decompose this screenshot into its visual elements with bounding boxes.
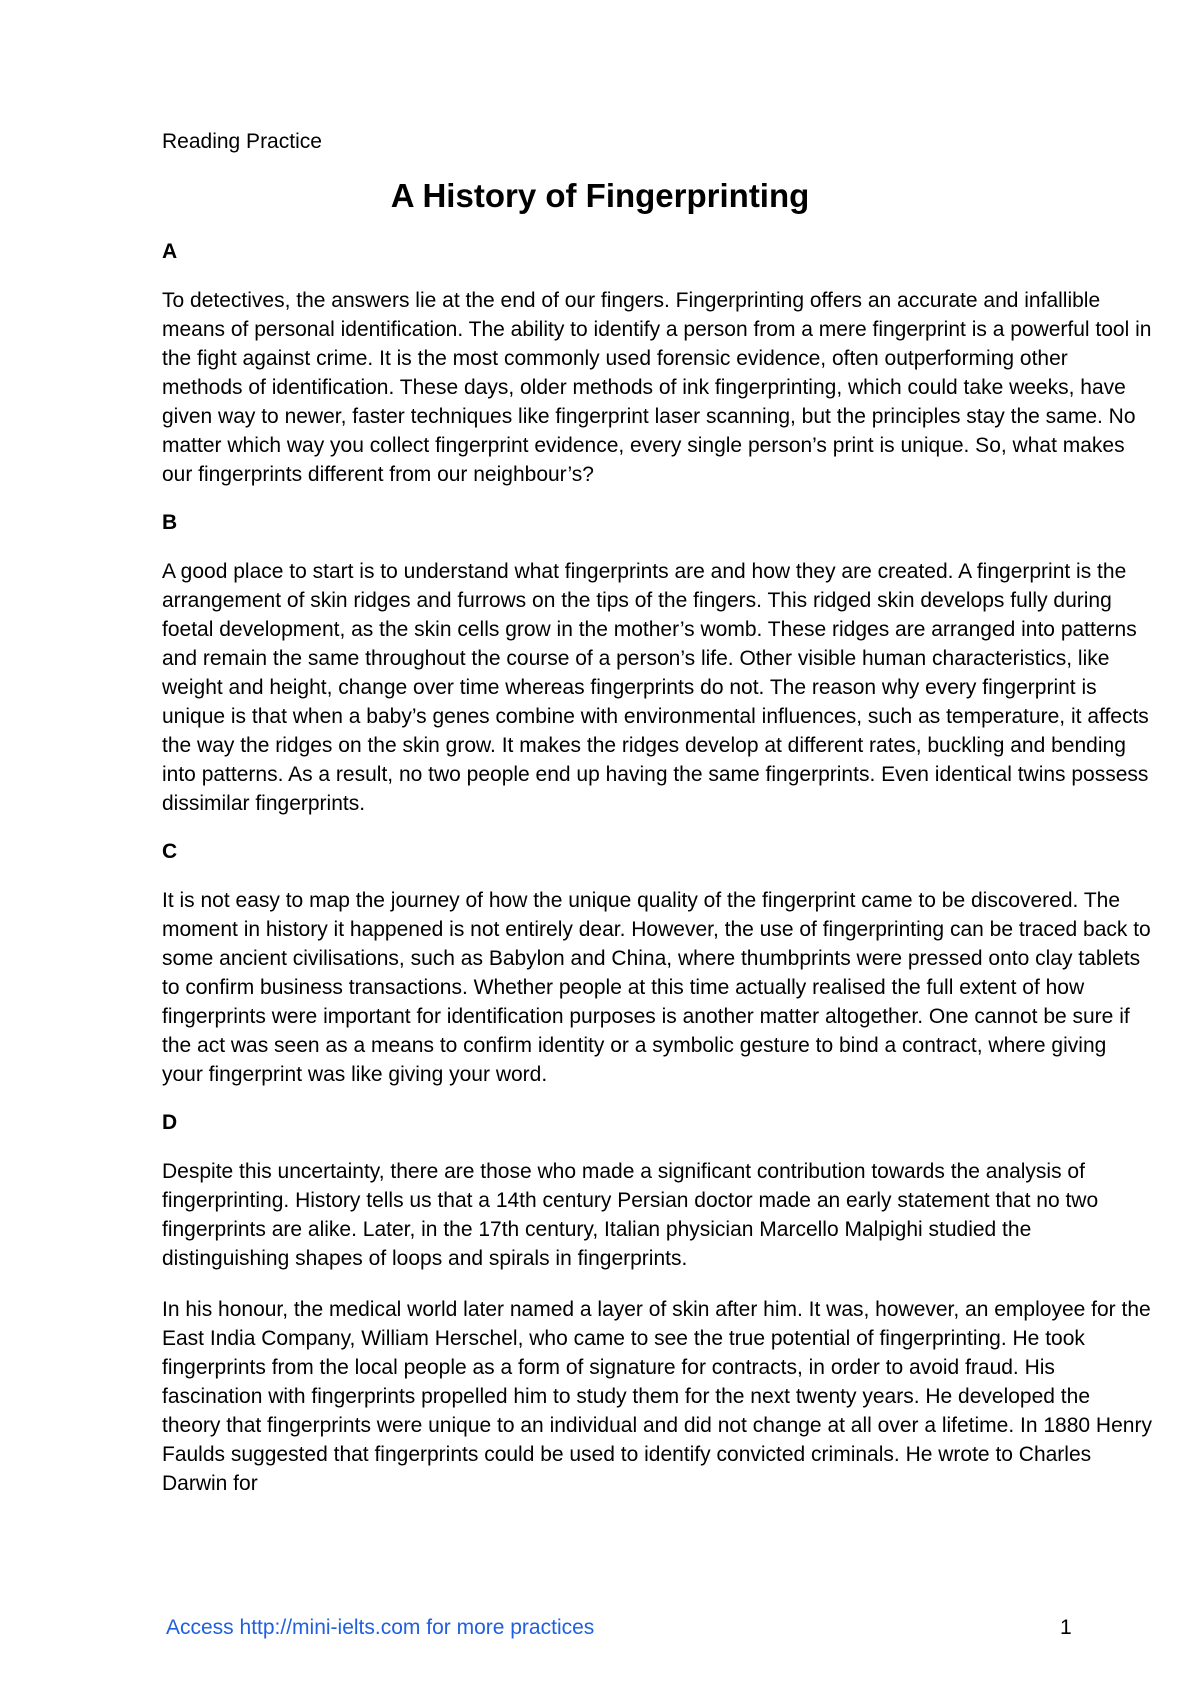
paragraph: A good place to start is to understand what fingerprints are and how they are created. A fingerprint is the arrangement of skin ridges and furrows on the tips of the fingers. This ridged skin develops fully during foetal development, as the skin cells grow in the mother’s womb. These ridges are arranged into patterns and remain the same throughout the course of a person’s life. Other visible human characteristics, like weight and height, change over time whereas fingerprints do not. The reason why every fingerprint is unique is that when a baby’s genes combine with environmental influences, such as temperature, it affects the way the ridges on the skin grow. It makes the ridges develop at different rates, buckling and bending into patterns. As a result, no two people end up having the same fingerprints. Even identical twins possess dissimilar fingerprints. xyxy=(162,560,1149,815)
footer-link[interactable]: Access http://mini-ielts.com for more practices xyxy=(166,1616,595,1639)
paragraph: It is not easy to map the journey of how the unique quality of the fingerprint came to be discovered. The moment in history it happened is not entirely dear. However, the use of fingerprinting can be traced back to some ancient civilisations, such as Babylon and China, where thumbprints were pressed onto clay tablets to confirm business transactions. Whether people at this time actually realised the full extent of how fingerprints were important for identification purposes is another matter altogether. One cannot be sure if the act was seen as a means to confirm identity or a symbolic gesture to bind a contract, where giving your fingerprint was like giving your word. xyxy=(162,889,1151,1086)
section-b xyxy=(162,511,1152,818)
section-d xyxy=(162,1111,1152,1498)
section-heading: A xyxy=(162,240,178,263)
page-number: 1 xyxy=(1060,1616,1072,1639)
reading-practice-label: Reading Practice xyxy=(162,130,322,153)
page-title: A History of Fingerprinting xyxy=(390,177,810,214)
paragraph: In his honour, the medical world later named a layer of skin after him. It was, however, an employee for the East India Company, William Herschel, who came to see the true potential of fingerprinting. He took fingerprints from the local people as a form of signature for contracts, in order to avoid fraud. His fascination with fingerprints propelled him to study them for the next twenty years. He developed the theory that fingerprints were unique to an individual and did not change at all over a lifetime. In 1880 Henry Faulds suggested that fingerprints could be used to identify convicted criminals. He wrote to Charles Darwin for xyxy=(162,1298,1152,1495)
section-heading: B xyxy=(162,511,178,534)
article-body xyxy=(162,240,1152,1520)
section-heading: C xyxy=(162,840,178,863)
paragraph: Despite this uncertainty, there are those who made a significant contribution towards the analysis of fingerprinting. History tells us that a 14th century Persian doctor made an early statement that no two fingerprints are alike. Later, in the 17th century, Italian physician Marcello Malpighi studied the distinguishing shapes of loops and spirals in fingerprints. xyxy=(162,1160,1099,1270)
section-a xyxy=(162,240,1152,489)
section-c xyxy=(162,840,1152,1089)
section-heading: D xyxy=(162,1111,178,1134)
paragraph: To detectives, the answers lie at the end of our fingers. Fingerprinting offers an accurate and infallible means of personal identification. The ability to identify a person from a mere fingerprint is a powerful tool in the fight against crime. It is the most commonly used forensic evidence, often outperforming other methods of identification. These days, older methods of ink fingerprinting, which could take weeks, have given way to newer, faster techniques like fingerprint laser scanning, but the principles stay the same. No matter which way you collect fingerprint evidence, every single person’s print is unique. So, what makes our fingerprints different from our neighbour’s? xyxy=(162,289,1152,486)
